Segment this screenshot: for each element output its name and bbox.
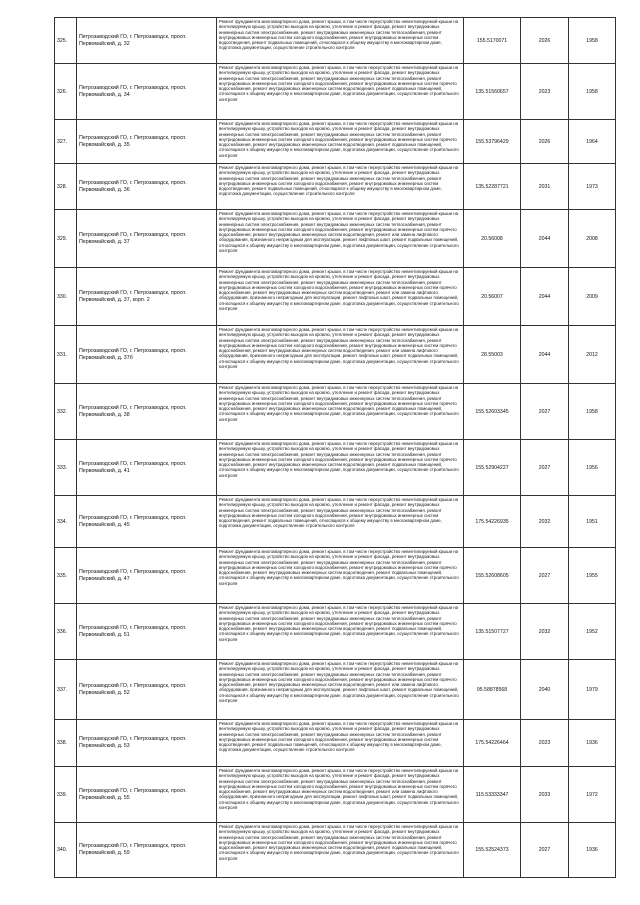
row-works: Ремонт фундамента многоквартирного дома, ремонт крыши, в том числе переустройство невентилируемой крыши на вентилируемую крышу, устройство выходов на кровлю, утепление и ремонт фасада, ремонт внутридомовых инженерных систем электроснабжения, ремонт внутридомовых инженерных систем теплоснабжения, ремонт внутридомовых инженерных систем холодного водоснабжения, ремонт внутридомовых инженерных систем горячего водоснабжения, ремонт внутридомовых инженерных систем водоотведения, ремонт подвальных помещений, относящихся к общему имуществу в многоквартирном доме, подготовка документации, осуществление строительного контроля [217, 120, 464, 164]
row-address: Петрозаводский ГО, г. Петрозаводск, просп. Первомайский, д. 45 [77, 496, 217, 548]
row-address: Петрозаводский ГО, г. Петрозаводск, просп. Первомайский, д. 32 [77, 18, 217, 64]
row-works: Ремонт фундамента многоквартирного дома, ремонт крыши, в том числе переустройство невентилируемой крыши на вентилируемую крышу, устройство выходов на кровлю, утепление и ремонт фасада, ремонт внутридомовых инженерных систем электроснабжения, ремонт внутридомовых инженерных систем теплоснабжения, ремонт внутридомовых инженерных систем холодного водоснабжения, ремонт внутридомовых инженерных систем горячего водоснабжения, ремонт внутридомовых инженерных систем водоотведения, ремонт или замена лифтового оборудования, признанного непригодным для эксплуатации, ремонт лифтовых шахт, ремонт подвальных помещений, относящихся к общему имуществу в многоквартирном доме, подготовка документации, осуществление строительного контроля [217, 210, 464, 268]
row-works: Ремонт фундамента многоквартирного дома, ремонт крыши, в том числе переустройство невентилируемой крыши на вентилируемую крышу, устройство выходов на кровлю, утепление и ремонт фасада, ремонт внутридомовых инженерных систем электроснабжения, ремонт внутридомовых инженерных систем теплоснабжения, ремонт внутридомовых инженерных систем холодного водоснабжения, ремонт внутридомовых инженерных систем горячего водоснабжения, ремонт внутридомовых инженерных систем водоотведения, ремонт подвальных помещений, относящихся к общему имуществу в многоквартирном доме, подготовка документации, осуществление строительного контроля [217, 548, 464, 604]
row-value: 155.52603345 [464, 384, 521, 440]
row-address: Петрозаводский ГО, г. Петрозаводск, просп. Первомайский, д. 47 [77, 548, 217, 604]
row-built-year: 1936 [569, 720, 616, 767]
table-row [55, 384, 616, 440]
table-row [55, 823, 616, 878]
table-row [55, 64, 616, 120]
row-value: 155.52524373 [464, 823, 521, 878]
row-works: Ремонт фундамента многоквартирного дома, ремонт крыши, в том числе переустройство невентилируемой крыши на вентилируемую крышу, устройство выходов на кровлю, утепление и ремонт фасада, ремонт внутридомовых инженерных систем электроснабжения, ремонт внутридомовых инженерных систем теплоснабжения, ремонт внутридомовых инженерных систем холодного водоснабжения, ремонт внутридомовых инженерных систем водоотведения, ремонт подвальных помещений, относящихся к общему имуществу в многоквартирном доме, подготовка документации, осуществление строительного контроля [217, 720, 464, 767]
row-address: Петрозаводский ГО, г. Петрозаводск, просп. Первомайский, д. 51 [77, 604, 217, 660]
table-row [55, 120, 616, 164]
row-address: Петрозаводский ГО, г. Петрозаводск, просп. Первомайский, д. 34 [77, 64, 217, 120]
row-address: Петрозаводский ГО, г. Петрозаводск, просп. Первомайский, д. 38 [77, 384, 217, 440]
row-address: Петрозаводский ГО, г. Петрозаводск, просп. Первомайский, д. 37б [77, 326, 217, 384]
row-address: Петрозаводский ГО, г. Петрозаводск, просп. Первомайский, д. 41 [77, 440, 217, 496]
row-value: 95.58878568 [464, 660, 521, 720]
row-value: 155.52608605 [464, 548, 521, 604]
row-number: 335. [55, 548, 77, 604]
row-built-year: 1936 [569, 823, 616, 878]
row-built-year: 1952 [569, 604, 616, 660]
row-year: 2032 [521, 496, 569, 548]
row-address: Петрозаводский ГО, г. Петрозаводск, просп. Первомайский, д. 52 [77, 660, 217, 720]
row-address: Петрозаводский ГО, г. Петрозаводск, просп. Первомайский, д. 36 [77, 164, 217, 210]
row-year: 2044 [521, 268, 569, 326]
row-works: Ремонт фундамента многоквартирного дома, ремонт крыши, в том числе переустройство невентилируемой крыши на вентилируемую крышу, устройство выходов на кровлю, утепление и ремонт фасада, ремонт внутридомовых инженерных систем электроснабжения, ремонт внутридомовых инженерных систем теплоснабжения, ремонт внутридомовых инженерных систем холодного водоснабжения, ремонт внутридомовых инженерных систем горячего водоснабжения, ремонт внутридомовых инженерных систем водоотведения, ремонт или замена лифтового оборудования, признанного непригодным для эксплуатации, ремонт лифтовых шахт, ремонт подвальных помещений, относящихся к общему имуществу в многоквартирном доме, подготовка документации, осуществление строительного контроля [217, 767, 464, 823]
row-number: 331. [55, 326, 77, 384]
table-row [55, 326, 616, 384]
row-works: Ремонт фундамента многоквартирного дома, ремонт крыши, в том числе переустройство невентилируемой крыши на вентилируемую крышу, устройство выходов на кровлю, утепление и ремонт фасада, ремонт внутридомовых инженерных систем электроснабжения, ремонт внутридомовых инженерных систем теплоснабжения, ремонт внутридомовых инженерных систем холодного водоснабжения, ремонт внутридомовых инженерных систем водоотведения, ремонт подвальных помещений, относящихся к общему имуществу в многоквартирном доме, подготовка документации, осуществление строительного контроля [217, 496, 464, 548]
capital-repair-table [54, 17, 616, 878]
row-works: Ремонт фундамента многоквартирного дома, ремонт крыши, в том числе переустройство невентилируемой крыши на вентилируемую крышу, устройство выходов на кровлю, утепление и ремонт фасада, ремонт внутридомовых инженерных систем электроснабжения, ремонт внутридомовых инженерных систем теплоснабжения, ремонт внутридомовых инженерных систем холодного водоснабжения, ремонт внутридомовых инженерных систем горячего водоснабжения, ремонт внутридомовых инженерных систем водоотведения, ремонт или замена лифтового оборудования, признанного непригодным для эксплуатации, ремонт лифтовых шахт, ремонт подвальных помещений, относящихся к общему имуществу в многоквартирном доме, подготовка документации, осуществление строительного контроля [217, 660, 464, 720]
table-row [55, 210, 616, 268]
row-built-year: 2008 [569, 210, 616, 268]
row-built-year: 1964 [569, 120, 616, 164]
row-works: Ремонт фундамента многоквартирного дома, ремонт крыши, в том числе переустройство невентилируемой крыши на вентилируемую крышу, устройство выходов на кровлю, утепление и ремонт фасада, ремонт внутридомовых инженерных систем электроснабжения, ремонт внутридомовых инженерных систем теплоснабжения, ремонт внутридомовых инженерных систем холодного водоснабжения, ремонт внутридомовых инженерных систем горячего водоснабжения, ремонт внутридомовых инженерных систем водоотведения, ремонт подвальных помещений, относящихся к общему имуществу в многоквартирном доме, подготовка документации, осуществление строительного контроля [217, 384, 464, 440]
row-number: 330. [55, 268, 77, 326]
row-year: 2040 [521, 660, 569, 720]
row-works: Ремонт фундамента многоквартирного дома, ремонт крыши, в том числе переустройство невентилируемой крыши на вентилируемую крышу, устройство выходов на кровлю, утепление и ремонт фасада, ремонт внутридомовых инженерных систем электроснабжения, ремонт внутридомовых инженерных систем теплоснабжения, ремонт внутридомовых инженерных систем холодного водоснабжения, ремонт внутридомовых инженерных систем водоотведения, ремонт подвальных помещений, относящихся к общему имуществу в многоквартирном доме, подготовка документации, осуществление строительного контроля [217, 18, 464, 64]
row-built-year: 2009 [569, 268, 616, 326]
table-row [55, 18, 616, 64]
row-year: 2027 [521, 823, 569, 878]
row-number: 334. [55, 496, 77, 548]
row-number: 339. [55, 767, 77, 823]
row-year: 2027 [521, 440, 569, 496]
row-address: Петрозаводский ГО, г. Петрозаводск, просп. Первомайский, д. 55 [77, 767, 217, 823]
table-row [55, 440, 616, 496]
row-year: 2033 [521, 767, 569, 823]
row-year: 2026 [521, 18, 569, 64]
row-built-year: 1955 [569, 548, 616, 604]
row-number: 338. [55, 720, 77, 767]
row-number: 327. [55, 120, 77, 164]
table-row [55, 268, 616, 326]
row-year: 2044 [521, 210, 569, 268]
row-number: 328. [55, 164, 77, 210]
row-year: 2032 [521, 604, 569, 660]
row-number: 332. [55, 384, 77, 440]
row-address: Петрозаводский ГО, г. Петрозаводск, просп. Первомайский, д. 53 [77, 720, 217, 767]
row-year: 2027 [521, 384, 569, 440]
row-address: Петрозаводский ГО, г. Петрозаводск, просп. Первомайский, д. 37, корп. 2 [77, 268, 217, 326]
row-year: 2031 [521, 164, 569, 210]
row-value: 28.55003 [464, 326, 521, 384]
row-year: 2023 [521, 720, 569, 767]
table-row [55, 660, 616, 720]
row-built-year: 1972 [569, 767, 616, 823]
row-built-year: 2012 [569, 326, 616, 384]
row-year: 2023 [521, 64, 569, 120]
row-number: 326. [55, 64, 77, 120]
table-row [55, 767, 616, 823]
row-works: Ремонт фундамента многоквартирного дома, ремонт крыши, в том числе переустройство невентилируемой крыши на вентилируемую крышу, устройство выходов на кровлю, утепление и ремонт фасада, ремонт внутридомовых инженерных систем электроснабжения, ремонт внутридомовых инженерных систем теплоснабжения, ремонт внутридомовых инженерных систем холодного водоснабжения, ремонт внутридомовых инженерных систем горячего водоснабжения, ремонт внутридомовых инженерных систем водоотведения, ремонт подвальных помещений, относящихся к общему имуществу в многоквартирном доме, подготовка документации, осуществление строительного контроля [217, 604, 464, 660]
table-row [55, 496, 616, 548]
row-year: 2026 [521, 120, 569, 164]
table-row [55, 548, 616, 604]
row-built-year: 1951 [569, 496, 616, 548]
document-page [54, 17, 615, 878]
row-value: 135.51560657 [464, 64, 521, 120]
row-value: 135.52287721 [464, 164, 521, 210]
row-value: 115.53333347 [464, 767, 521, 823]
row-number: 329. [55, 210, 77, 268]
table-row [55, 720, 616, 767]
row-value: 155.53796429 [464, 120, 521, 164]
row-built-year: 1958 [569, 384, 616, 440]
row-built-year: 1958 [569, 18, 616, 64]
row-built-year: 1958 [569, 64, 616, 120]
row-address: Петрозаводский ГО, г. Петрозаводск, просп. Первомайский, д. 59 [77, 823, 217, 878]
row-works: Ремонт фундамента многоквартирного дома, ремонт крыши, в том числе переустройство невентилируемой крыши на вентилируемую крышу, устройство выходов на кровлю, утепление и ремонт фасада, ремонт внутридомовых инженерных систем электроснабжения, ремонт внутридомовых инженерных систем теплоснабжения, ремонт внутридомовых инженерных систем холодного водоснабжения, ремонт внутридомовых инженерных систем горячего водоснабжения, ремонт внутридомовых инженерных систем водоотведения, ремонт подвальных помещений, относящихся к общему имуществу в многоквартирном доме, подготовка документации, осуществление строительного контроля [217, 823, 464, 878]
row-number: 340. [55, 823, 77, 878]
row-works: Ремонт фундамента многоквартирного дома, ремонт крыши, в том числе переустройство невентилируемой крыши на вентилируемую крышу, устройство выходов на кровлю, утепление и ремонт фасада, ремонт внутридомовых инженерных систем электроснабжения, ремонт внутридомовых инженерных систем теплоснабжения, ремонт внутридомовых инженерных систем холодного водоснабжения, ремонт внутридомовых инженерных систем горячего водоснабжения, ремонт внутридомовых инженерных систем водоотведения, ремонт или замена лифтового оборудования, признанного непригодным для эксплуатации, ремонт лифтовых шахт, ремонт подвальных помещений, относящихся к общему имуществу в многоквартирном доме, подготовка документации, осуществление строительного контроля [217, 326, 464, 384]
row-number: 336. [55, 604, 77, 660]
row-year: 2027 [521, 548, 569, 604]
row-works: Ремонт фундамента многоквартирного дома, ремонт крыши, в том числе переустройство невентилируемой крыши на вентилируемую крышу, устройство выходов на кровлю, утепление и ремонт фасада, ремонт внутридомовых инженерных систем электроснабжения, ремонт внутридомовых инженерных систем теплоснабжения, ремонт внутридомовых инженерных систем холодного водоснабжения, ремонт внутридомовых инженерных систем горячего водоснабжения, ремонт внутридомовых инженерных систем водоотведения, ремонт подвальных помещений, относящихся к общему имуществу в многоквартирном доме, подготовка документации, осуществление строительного контроля [217, 440, 464, 496]
row-number: 325. [55, 18, 77, 64]
row-value: 135.51507727 [464, 604, 521, 660]
row-value: 155.52904227 [464, 440, 521, 496]
row-built-year: 1973 [569, 164, 616, 210]
row-works: Ремонт фундамента многоквартирного дома, ремонт крыши, в том числе переустройство невентилируемой крыши на вентилируемую крышу, устройство выходов на кровлю, утепление и ремонт фасада, ремонт внутридомовых инженерных систем электроснабжения, ремонт внутридомовых инженерных систем теплоснабжения, ремонт внутридомовых инженерных систем холодного водоснабжения, ремонт внутридомовых инженерных систем горячего водоснабжения, ремонт внутридомовых инженерных систем водоотведения, ремонт подвальных помещений, относящихся к общему имуществу в многоквартирном доме, подготовка документации, осуществление строительного контроля [217, 64, 464, 120]
row-value: 175.54226935 [464, 496, 521, 548]
row-number: 337. [55, 660, 77, 720]
row-works: Ремонт фундамента многоквартирного дома, ремонт крыши, в том числе переустройство невентилируемой крыши на вентилируемую крышу, устройство выходов на кровлю, утепление и ремонт фасада, ремонт внутридомовых инженерных систем электроснабжения, ремонт внутридомовых инженерных систем теплоснабжения, ремонт внутридомовых инженерных систем холодного водоснабжения, ремонт внутридомовых инженерных систем водоотведения, ремонт подвальных помещений, относящихся к общему имуществу в многоквартирном доме, подготовка документации, осуществление строительного контроля [217, 164, 464, 210]
table-row [55, 604, 616, 660]
row-value: 175.54226464 [464, 720, 521, 767]
row-works: Ремонт фундамента многоквартирного дома, ремонт крыши, в том числе переустройство невентилируемой крыши на вентилируемую крышу, устройство выходов на кровлю, утепление и ремонт фасада, ремонт внутридомовых инженерных систем электроснабжения, ремонт внутридомовых инженерных систем теплоснабжения, ремонт внутридомовых инженерных систем холодного водоснабжения, ремонт внутридомовых инженерных систем горячего водоснабжения, ремонт внутридомовых инженерных систем водоотведения, ремонт или замена лифтового оборудования, признанного непригодным для эксплуатации, ремонт лифтовых шахт, ремонт подвальных помещений, относящихся к общему имуществу в многоквартирном доме, подготовка документации, осуществление строительного контроля [217, 268, 464, 326]
row-value: 20.56007 [464, 268, 521, 326]
row-value: 20.56008 [464, 210, 521, 268]
row-number: 333. [55, 440, 77, 496]
table-body [55, 18, 616, 878]
row-year: 2044 [521, 326, 569, 384]
row-built-year: 1979 [569, 660, 616, 720]
row-value: 155.5170071 [464, 18, 521, 64]
row-built-year: 1956 [569, 440, 616, 496]
row-address: Петрозаводский ГО, г. Петрозаводск, просп. Первомайский, д. 37 [77, 210, 217, 268]
table-row [55, 164, 616, 210]
row-address: Петрозаводский ГО, г. Петрозаводск, просп. Первомайский, д. 35 [77, 120, 217, 164]
